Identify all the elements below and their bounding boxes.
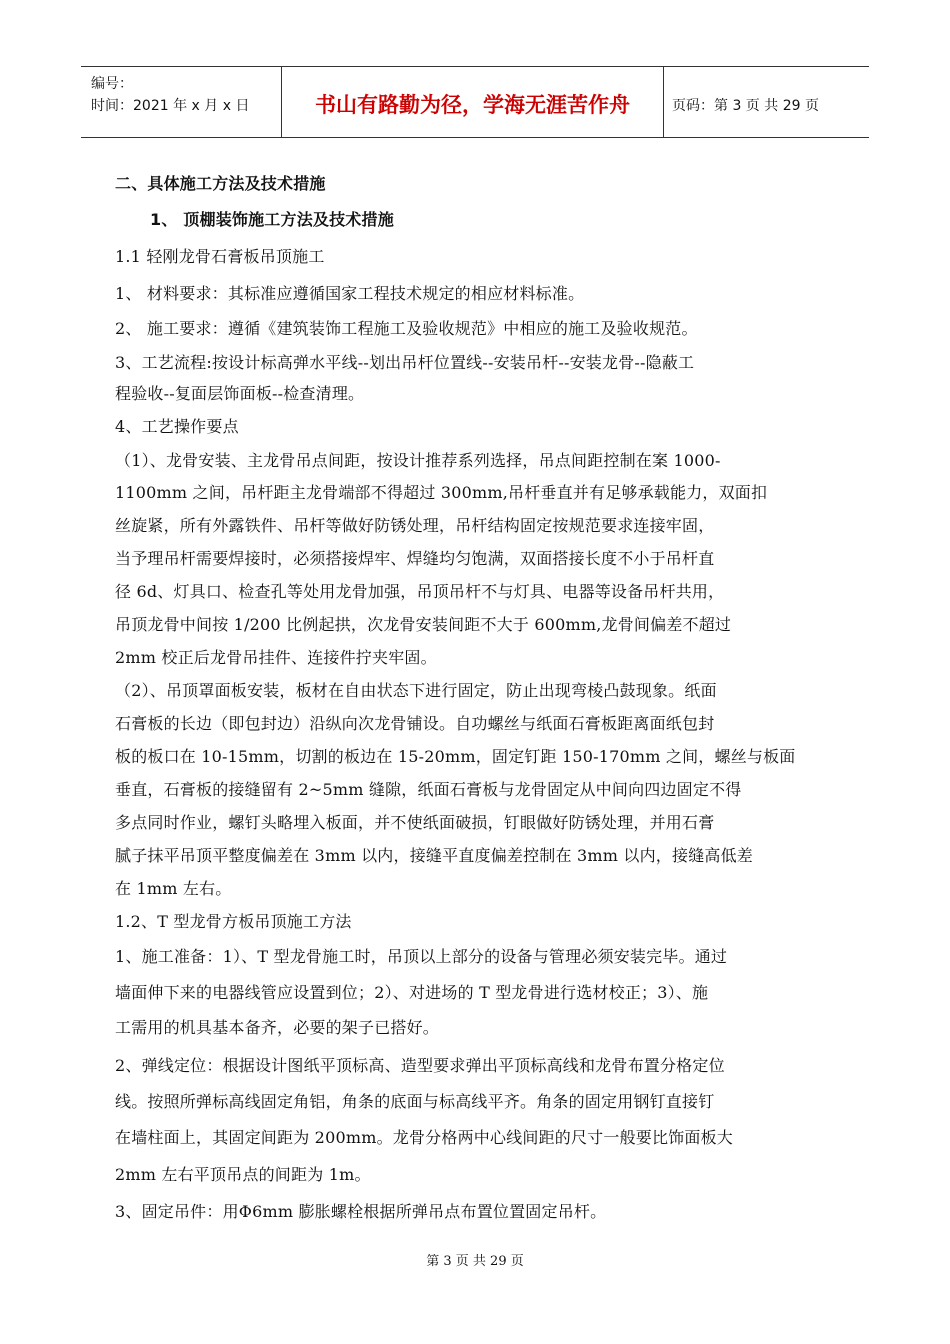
body-line: （2）、吊顶罩面板安装，板材在自由状态下进行固定，防止出现弯棱凸鼓现象。纸面 (115, 681, 717, 700)
body-line: 板的板口在 10-15mm，切割的板边在 15-20mm，固定钉距 150-170mm 之间，螺丝与板面 (115, 747, 796, 766)
body-line: 1、施工准备：1）、T 型龙骨施工时，吊顶以上部分的设备与管理必须安装完毕。通过 (115, 947, 728, 966)
document-date: 时间：2021 年 x 月 x 日 (91, 98, 250, 114)
body-line: 线。按照所弹标高线固定角铝，角条的底面与标高线平齐。角条的固定用钢钉直接钉 (115, 1092, 715, 1111)
body-line: 径 6d、灯具口、检查孔等处用龙骨加强，吊顶吊杆不与灯具、电器等设备吊杆共用， (115, 582, 725, 601)
header-motto-cell (282, 67, 664, 137)
body-line: 1、 材料要求：其标准应遵循国家工程技术规定的相应材料标准。 (115, 284, 585, 303)
body-line: 在 1mm 左右。 (115, 879, 232, 898)
body-line: 3、固定吊件：用Φ6mm 膨胀螺栓根据所弹吊点布置位置固定吊杆。 (115, 1202, 607, 1221)
body-line: 吊顶龙骨中间按 1/200 比例起拱，次龙骨安装间距不大于 600mm,龙骨间偏差不超过 (115, 615, 732, 634)
header-page-cell (664, 67, 869, 137)
header-left-cell (81, 67, 282, 137)
body-line: 石膏板的长边（即包封边）沿纵向次龙骨铺设。自功螺丝与纸面石膏板距离面纸包封 (115, 714, 715, 733)
body-line: 程验收--复面层饰面板--检查清理。 (115, 384, 365, 403)
body-line: 在墙柱面上，其固定间距为 200mm。龙骨分格两中心线间距的尺寸一般要比饰面板大 (115, 1128, 733, 1147)
body-line: 腻子抹平吊顶平整度偏差在 3mm 以内，接缝平直度偏差控制在 3mm 以内，接缝高低差 (115, 846, 753, 865)
body-line: 4、工艺操作要点 (115, 417, 239, 436)
body-line: （1）、龙骨安装、主龙骨吊点间距，按设计推荐系列选择，吊点间距控制在案 1000- (115, 451, 721, 470)
body-line: 2、 施工要求：遵循《建筑装饰工程施工及验收规范》中相应的施工及验收规范。 (115, 319, 698, 338)
body-line: 2mm 校正后龙骨吊挂件、连接件拧夹牢固。 (115, 648, 437, 667)
body-line: 3、工艺流程:按设计标高弹水平线--划出吊杆位置线--安装吊杆--安装龙骨--隐蔽工 (115, 353, 695, 372)
body-line: 2、弹线定位：根据设计图纸平顶标高、造型要求弹出平顶标高线和龙骨布置分格定位 (115, 1056, 725, 1075)
body-line: 墙面伸下来的电器线管应设置到位；2）、对进场的 T 型龙骨进行选材校正；3）、施 (115, 983, 709, 1002)
body-line: 当予理吊杆需要焊接时，必须搭接焊牢、焊缝均匀饱满，双面搭接长度不小于吊杆直 (115, 549, 715, 568)
body-line: 垂直，石膏板的接缝留有 2~5mm 缝隙，纸面石膏板与龙骨固定从中间向四边固定不得 (115, 780, 742, 799)
body-line: 工需用的机具基本备齐，必要的架子已搭好。 (115, 1018, 440, 1037)
body-line: 丝旋紧，所有外露铁件、吊杆等做好防锈处理，吊杆结构固定按规范要求连接牢固， (115, 516, 715, 535)
subsection-title: 1、 顶棚装饰施工方法及技术措施 (150, 210, 394, 229)
body-line: 多点同时作业，螺钉头略埋入板面，并不使纸面破损，钉眼做好防锈处理，并用石膏 (115, 813, 715, 832)
header-motto: 书山有路勤为径，学海无涯苦作舟 (315, 93, 630, 117)
body-line: 1.2、T 型龙骨方板吊顶施工方法 (115, 912, 352, 931)
header-page-info: 页码：第 3 页 共 29 页 (672, 98, 819, 114)
page-header (81, 66, 869, 138)
body-line: 1.1 轻刚龙骨石膏板吊顶施工 (115, 247, 325, 266)
body-line: 2mm 左右平顶吊点的间距为 1m。 (115, 1165, 371, 1184)
document-number-label: 编号： (91, 76, 133, 92)
body-line: 1100mm 之间，吊杆距主龙骨端部不得超过 300mm,吊杆垂直并有足够承载能力，双面扣 (115, 483, 768, 502)
section-title: 二、具体施工方法及技术措施 (115, 174, 326, 193)
page-footer: 第 3 页 共 29 页 (426, 1254, 524, 1269)
